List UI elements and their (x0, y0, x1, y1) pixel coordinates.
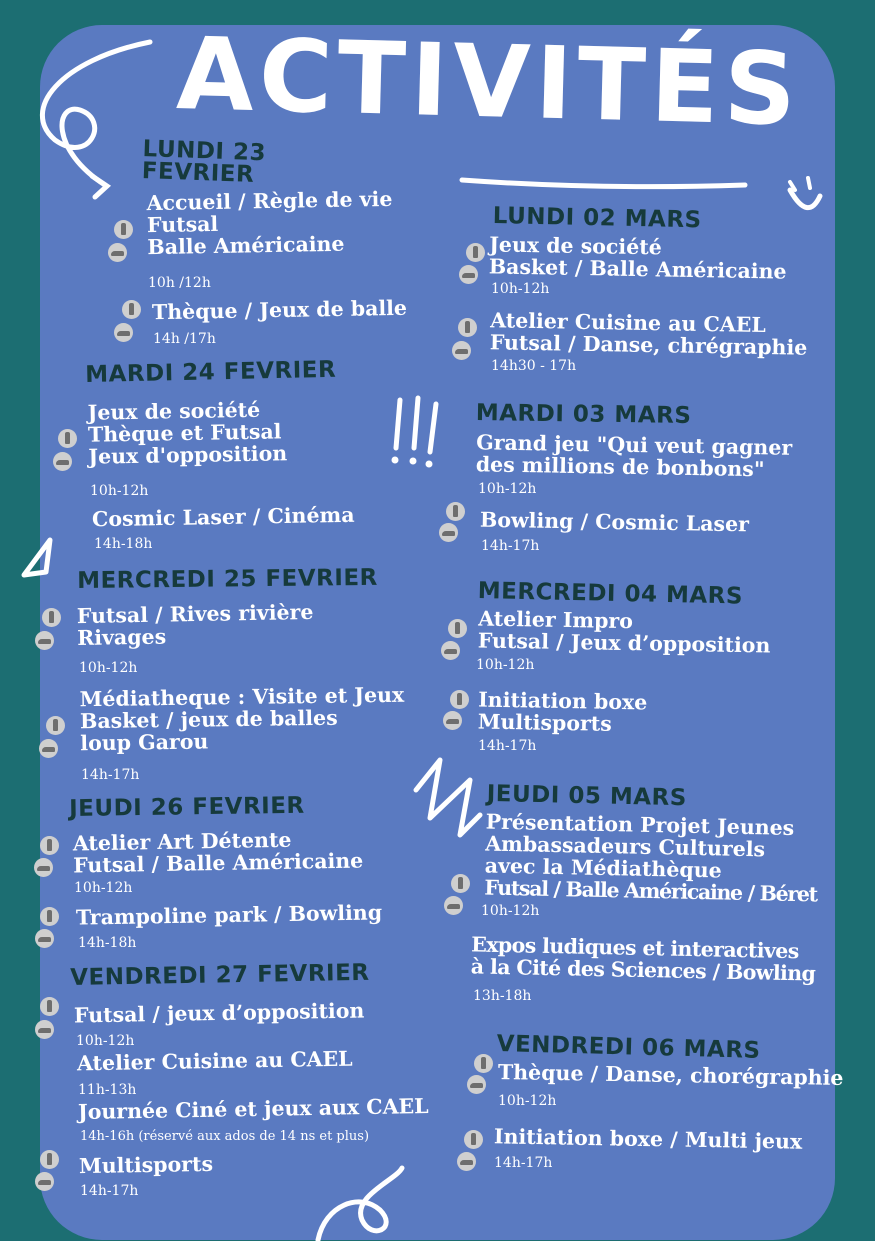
activity-lines: Thèque / Danse, chorégraphie (497, 1059, 844, 1091)
time-slot: 14h-18h (78, 935, 137, 951)
water-bottle-icon (40, 907, 59, 926)
time-slot: 10h-12h (491, 281, 550, 297)
time-slot: 14h-17h (478, 738, 537, 754)
water-bottle-icon (40, 836, 59, 855)
sneaker-icon (35, 1172, 54, 1191)
sneaker-icon (444, 896, 463, 915)
day-heading-lundi-02: LUNDI 02 MARS (492, 203, 702, 234)
sneaker-icon (441, 641, 460, 660)
time-slot: 10h-12h (498, 1093, 557, 1109)
curly-arrow-doodle (42, 42, 150, 185)
water-bottle-icon (448, 619, 467, 638)
water-bottle-icon (451, 874, 470, 893)
time-slot: 14h-18h (94, 536, 153, 552)
sneaker-icon (53, 452, 72, 471)
sneaker-icon (457, 1152, 476, 1171)
sneaker-icon (34, 858, 53, 877)
loop-doodle (318, 1168, 402, 1240)
activity-lines: Grand jeu "Qui veut gagner des millions de bonbons" (475, 430, 793, 482)
time-slot: 10h-12h (478, 481, 537, 497)
time-slot: 14h-17h (80, 1183, 139, 1199)
time-slot: 14h-17h (481, 538, 540, 554)
smiley-doodle (790, 190, 820, 208)
water-bottle-icon (464, 1130, 483, 1149)
water-bottle-icon (466, 243, 485, 262)
activity-lines: Médiatheque : Visite et Jeux Basket / jeux de balles loup Garou (79, 682, 405, 756)
page-title: ACTIVITÉS (175, 15, 803, 149)
day-heading-mercredi-25: MERCREDI 25 FEVRIER (76, 564, 378, 594)
time-slot: 14h-16h (réservé aux ados de 14 ns et plus) (80, 1129, 370, 1144)
activity-lines: Expos ludiques et interactives à la Cité des Sciences / Bowling (470, 932, 816, 986)
water-bottle-icon (114, 220, 133, 239)
sneaker-icon (452, 341, 471, 360)
time-slot: 10h-12h (481, 903, 540, 919)
day-heading-lundi-23: LUNDI 23 FEVRIER (141, 136, 267, 188)
activity-lines: Initiation boxe Multisports (477, 687, 648, 736)
day-heading-mardi-03: MARDI 03 MARS (475, 400, 692, 430)
activity-lines: Atelier Cuisine au CAEL (76, 1046, 353, 1076)
water-bottle-icon (42, 608, 61, 627)
water-bottle-icon (122, 300, 141, 319)
activity-lines: Futsal / jeux d’opposition (73, 998, 365, 1028)
sneaker-icon (459, 265, 478, 284)
water-bottle-icon (450, 690, 469, 709)
sneaker-icon (108, 243, 127, 262)
activity-lines: Cosmic Laser / Cinéma (91, 502, 355, 532)
sneaker-icon (439, 523, 458, 542)
activity-lines: Thèque / Jeux de balle (151, 295, 408, 325)
activity-lines: Futsal / Rives rivière Rivages (76, 599, 314, 651)
exclamation-doodle (396, 398, 436, 452)
time-slot: 11h-13h (78, 1082, 137, 1098)
water-bottle-icon (40, 1150, 59, 1169)
activity-lines: Trampoline park / Bowling (75, 900, 383, 930)
activity-lines: Atelier Art Détente Futsal / Balle Américaine (72, 827, 364, 878)
time-slot: 14h-17h (81, 767, 140, 783)
day-heading-mercredi-04: MERCREDI 04 MARS (477, 578, 744, 610)
activity-lines: Atelier Cuisine au CAEL Futsal / Danse, chrégraphie (489, 308, 808, 360)
water-bottle-icon (46, 716, 65, 735)
sneaker-icon (35, 1020, 54, 1039)
sneaker-icon (114, 323, 133, 342)
activity-lines: Jeux de société Basket / Balle Américaine (488, 232, 787, 284)
water-bottle-icon (458, 318, 477, 337)
arrow-head-doodle (92, 176, 107, 197)
activity-lines: Accueil / Règle de vie Futsal Balle Américaine (146, 186, 393, 260)
activity-lines: Présentation Projet Jeunes Ambassadeurs Culturels avec la Médiathèque Futsal / Balle Américaine / Béret (484, 809, 818, 907)
time-slot: 14h30 - 17h (491, 358, 577, 374)
water-bottle-icon (58, 429, 77, 448)
triangle-doodle (24, 540, 50, 575)
activity-lines: Bowling / Cosmic Laser (479, 507, 750, 537)
time-slot: 10h-12h (476, 657, 535, 673)
activity-lines: Multisports (78, 1151, 214, 1179)
activity-lines: Jeux de société Thèque et Futsal Jeux d'opposition (87, 397, 288, 469)
day-heading-jeudi-26: JEUDI 26 FEVRIER (68, 792, 305, 822)
time-slot: 14h-17h (494, 1155, 553, 1171)
activity-lines: Initiation boxe / Multi jeux (493, 1124, 803, 1154)
underline-doodle (462, 180, 745, 187)
activity-lines: Journée Ciné et jeux aux CAEL (77, 1093, 429, 1125)
day-heading-mardi-24: MARDI 24 FEVRIER (84, 356, 337, 388)
sneaker-icon (35, 929, 54, 948)
water-bottle-icon (40, 997, 59, 1016)
zigzag-doodle (416, 760, 480, 835)
time-slot: 10h-12h (79, 660, 138, 676)
time-slot: 10h-12h (90, 483, 149, 499)
activity-lines: Atelier Impro Futsal / Jeux d’opposition (477, 606, 771, 658)
sneaker-icon (35, 631, 54, 650)
sneaker-icon (443, 711, 462, 730)
day-heading-vendredi-06: VENDREDI 06 MARS (496, 1031, 761, 1064)
day-heading-vendredi-27: VENDREDI 27 FEVRIER (69, 959, 370, 991)
water-bottle-icon (474, 1054, 493, 1073)
water-bottle-icon (446, 502, 465, 521)
time-slot: 10h-12h (76, 1033, 135, 1049)
time-slot: 13h-18h (473, 988, 532, 1004)
time-slot: 10h /12h (148, 275, 211, 291)
day-heading-jeudi-05: JEUDI 05 MARS (486, 781, 688, 812)
time-slot: 10h-12h (74, 880, 133, 896)
time-slot: 14h /17h (153, 331, 216, 347)
sneaker-icon (39, 739, 58, 758)
sneaker-icon (467, 1075, 486, 1094)
